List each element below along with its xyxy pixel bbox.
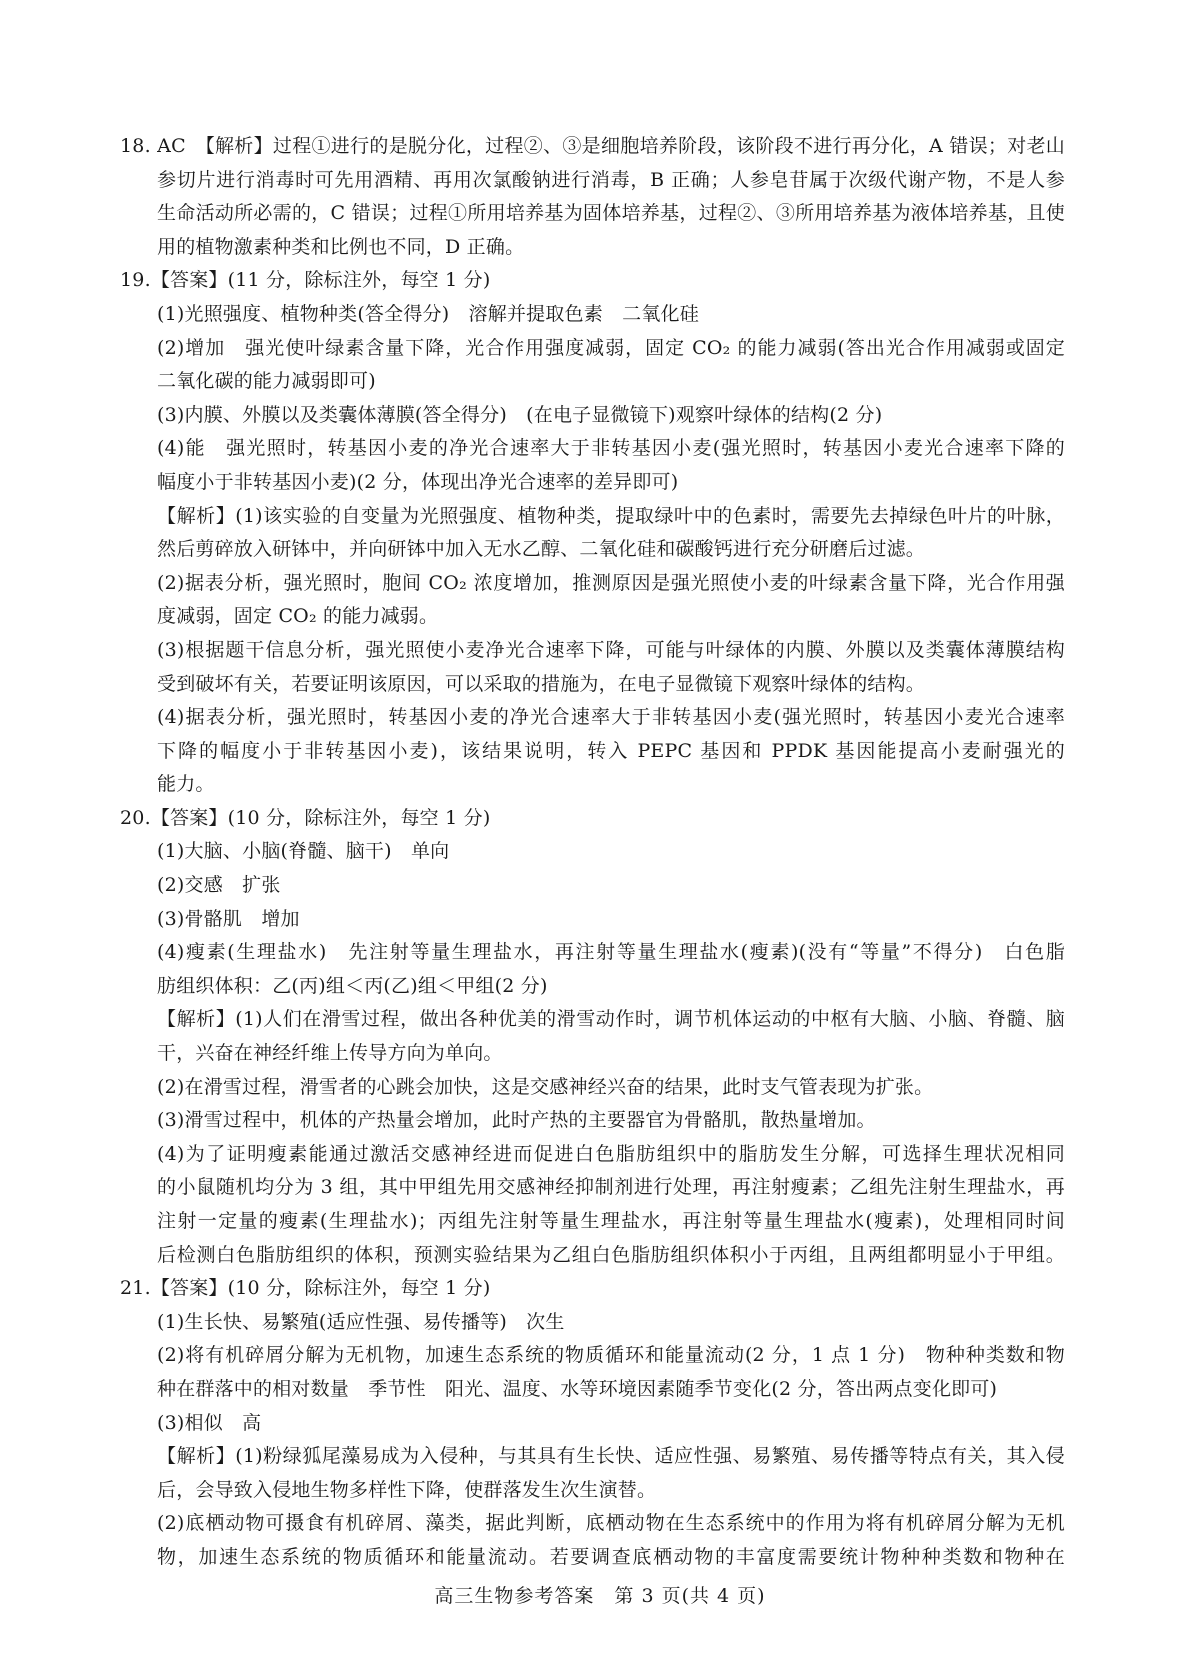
text-line: (4)瘦素(生理盐水) 先注射等量生理盐水，再注射等量生理盐水(瘦素)(没有“等量”不得分) 白色脂 [157,941,1065,964]
answer-text-body [120,130,1065,1575]
text-line: 种在群落中的相对数量 季节性 阳光、温度、水等环境因素随季节变化(2 分，答出两点变化即可) [157,1377,998,1400]
text-line: 19.【答案】(11 分，除标注外，每空 1 分) [120,269,491,292]
text-line: 受到破坏有关，若要证明该原因，可以采取的措施为，在电子显微镜下观察叶绿体的结构。 [157,672,926,695]
text-line: 的小鼠随机均分为 3 组，其中甲组先用交感神经抑制剂进行处理，再注射瘦素；乙组先注射生理盐水，再 [157,1176,1065,1199]
page-footer: 高三生物参考答案 第 3 页(共 4 页) [434,1585,766,1607]
text-line: 物，加速生态系统的物质循环和能量流动。若要调查底栖动物的丰富度需要统计物种种类数和物种在 [157,1545,1065,1568]
text-line: 然后剪碎放入研钵中，并向研钵中加入无水乙醇、二氧化硅和碳酸钙进行充分研磨后过滤。 [157,538,926,561]
text-line: 18. AC 【解析】过程①进行的是脱分化，过程②、③是细胞培养阶段，该阶段不进行再分化，A 错误；对老山 [120,135,1065,157]
text-line: 21.【答案】(10 分，除标注外，每空 1 分) [120,1277,491,1300]
text-line: (3)根据题干信息分析，强光照使小麦净光合速率下降，可能与叶绿体的内膜、外膜以及类囊体薄膜结构 [157,638,1065,661]
text-line: (4)据表分析，强光照时，转基因小麦的净光合速率大于非转基因小麦(强光照时，转基因小麦光合速率 [157,706,1065,729]
text-line: 【解析】(1)粉绿狐尾藻易成为入侵种，与其具有生长快、适应性强、易繁殖、易传播等特点有关，其入侵 [157,1445,1065,1468]
text-line: 二氧化碳的能力减弱即可) [157,370,376,393]
text-line: 后，会导致入侵地生物多样性下降，使群落发生次生演替。 [157,1478,657,1501]
text-line: 肪组织体积：乙(丙)组＜丙(乙)组＜甲组(2 分) [157,974,548,997]
text-line: 干，兴奋在神经纤维上传导方向为单向。 [157,1042,503,1065]
text-line: (2)在滑雪过程，滑雪者的心跳会加快，这是交感神经兴奋的结果，此时支气管表现为扩张。 [157,1075,934,1098]
text-line: 参切片进行消毒时可先用酒精、再用次氯酸钠进行消毒，B 正确；人参皂苷属于次级代谢产物，不是人参 [157,168,1065,191]
text-line: (4)为了证明瘦素能通过激活交感神经进而促进白色脂肪组织中的脂肪发生分解，可选择生理状况相同 [157,1142,1065,1165]
text-line: (4)能 强光照时，转基因小麦的净光合速率大于非转基因小麦(强光照时，转基因小麦光合速率下降的 [157,437,1065,460]
text-line: (3)内膜、外膜以及类囊体薄膜(答全得分) (在电子显微镜下)观察叶绿体的结构(2 分) [157,403,883,426]
text-line: 下降的幅度小于非转基因小麦)，该结果说明，转入 PEPC 基因和 PPDK 基因能提高小麦耐强光的 [157,739,1065,762]
text-line: (3)滑雪过程中，机体的产热量会增加，此时产热的主要器官为骨骼肌，散热量增加。 [157,1109,876,1132]
text-line: 幅度小于非转基因小麦)(2 分，体现出净光合速率的差异即可) [157,470,679,493]
text-line: (1)生长快、易繁殖(适应性强、易传播等) 次生 [157,1310,565,1333]
text-line: (1)光照强度、植物种类(答全得分) 溶解并提取色素 二氧化硅 [157,302,699,325]
text-line: 【解析】(1)该实验的自变量为光照强度、植物种类，提取绿叶中的色素时，需要先去掉绿色叶片的叶脉， [157,504,1065,527]
text-line: (3)骨骼肌 增加 [157,907,300,930]
text-line: (2)交感 扩张 [157,874,281,897]
text-line: (2)将有机碎屑分解为无机物，加速生态系统的物质循环和能量流动(2 分，1 点 1 分) 物种种类数和物 [157,1344,1065,1367]
text-line: 生命活动所必需的，C 错误；过程①所用培养基为固体培养基，过程②、③所用培养基为液体培养基，且使 [157,202,1065,225]
text-line: 20.【答案】(10 分，除标注外，每空 1 分) [120,806,491,829]
text-line: (3)相似 高 [157,1411,262,1434]
text-line: (2)据表分析，强光照时，胞间 CO₂ 浓度增加，推测原因是强光照使小麦的叶绿素含量下降，光合作用强 [157,571,1065,594]
text-line: 【解析】(1)人们在滑雪过程，做出各种优美的滑雪动作时，调节机体运动的中枢有大脑、小脑、脊髓、脑 [157,1008,1065,1031]
text-line: (1)大脑、小脑(脊髓、脑干) 单向 [157,840,450,863]
text-line: 度减弱，固定 CO₂ 的能力减弱。 [157,605,439,628]
text-line: (2)底栖动物可摄食有机碎屑、藻类，据此判断，底栖动物在生态系统中的作用为将有机碎屑分解为无机 [157,1512,1065,1535]
text-line: 注射一定量的瘦素(生理盐水)；丙组先注射等量生理盐水，再注射等量生理盐水(瘦素)，处理相同时间 [157,1210,1065,1232]
text-line: (2)增加 强光使叶绿素含量下降，光合作用强度减弱，固定 CO₂ 的能力减弱(答出光合作用减弱或固定 [157,336,1065,359]
text-line: 能力。 [157,773,215,796]
text-line: 后检测白色脂肪组织的体积，预测实验结果为乙组白色脂肪组织体积小于丙组，且两组都明显小于甲组。 [157,1243,1065,1266]
text-line: 用的植物激素种类和比例也不同，D 正确。 [157,235,525,258]
